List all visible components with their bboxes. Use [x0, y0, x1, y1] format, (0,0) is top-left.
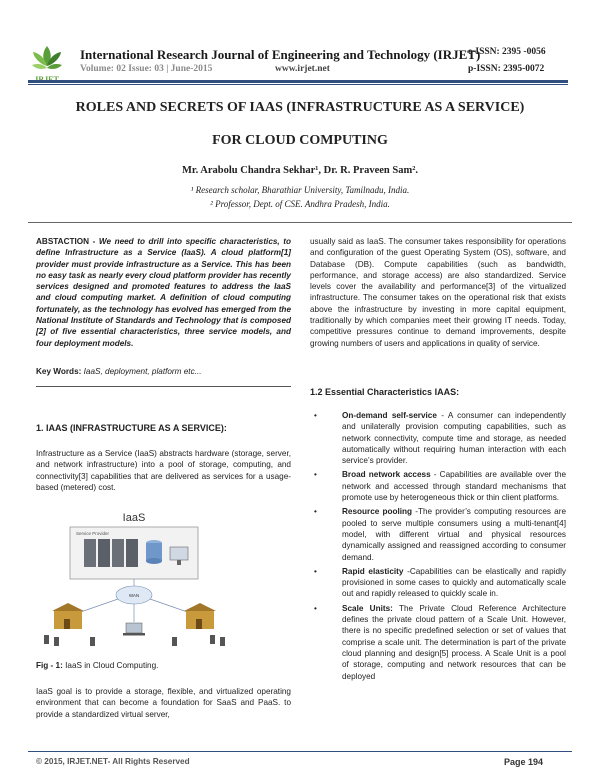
header-rule	[28, 80, 568, 83]
abstract-text: We need to drill into specific characteristics, to define Infrastructure as a Service (IaaS). A cloud platform[1] provider must provide infrastructure as a Service. This has been no easy task as nearly every cloud platform provider has recently services designed and promoted features to address the IaaS and cloud computing market. A definition of cloud computing fortunately, as the technology has evolved has emerged from the National Institute of Standards and Technology that is composed [2] of five essential characteristics, three service models, and four deployment models.	[36, 237, 291, 348]
journal-website[interactable]: www.irjet.net	[275, 64, 330, 74]
section-1-2-heading: 1.2 Essential Characteristics IAAS:	[310, 387, 460, 397]
paper-title-line1: ROLES AND SECRETS OF IAAS (INFRASTRUCTURE AS A SERVICE)	[75, 100, 525, 115]
list-item	[310, 566, 566, 600]
list-item	[310, 603, 566, 682]
characteristic-term: Rapid elasticity	[342, 566, 404, 576]
characteristic-term: On-demand self-service	[342, 411, 437, 420]
affiliation-1: ¹ Research scholar, Bharathiar University, Tamilnadu, India.	[190, 185, 410, 195]
characteristic-text: -The provider’s computing resources are pooled to serve multiple consumers using a multi-tenant[4] model, with different virtual and physical resources dynamically assigned and reassigned according to consumer demand.	[342, 507, 566, 562]
list-item	[310, 410, 566, 466]
bullet-icon: •	[314, 566, 317, 576]
abstract	[36, 236, 291, 349]
characteristic-text: -Capabilities can be elastically and rapidly provisioned in some cases to quickly and automatically scale out and rapidly released to quickly scale in.	[342, 566, 566, 599]
characteristic-text: - Capabilities are available over the network and accessed through standard mechanisms that promote use by heterogeneous thick or thin client platforms.	[342, 470, 566, 503]
characteristic-term: Resource pooling	[342, 507, 413, 517]
section-1-heading: 1. IAAS (INFRASTRUCTURE AS A SERVICE):	[36, 423, 227, 433]
characteristic-term: Scale Units:	[342, 603, 393, 613]
section-1-paragraph: Infrastructure as a Service (IaaS) abstracts hardware (storage, server, and network infrastructure) into a pool of storage, computing, and connectivity[3] capabilities that are delivered as services for a usage-based (metered) cost.	[36, 449, 291, 492]
figure-caption-label: Fig - 1:	[36, 661, 63, 670]
e-issn: e-ISSN: 2395 -0056	[468, 47, 546, 57]
keywords	[36, 366, 291, 377]
figure-caption	[36, 661, 158, 670]
iaas-continued-paragraph: usually said as IaaS. The consumer takes responsibility for operations and configuration of the guest Operating System (OS), software, and Database (DB). Compute capabilities (such as bandwidth, performance, and storage access) are also standardized. Service levels cover the availability and performance[3] of the virtualized infrastructure. The consumer takes on the operational risk that exists above the infrastructure by investing in more capital equipment, traditionally by which companies meet their growing IT needs. Today, competitive pressures continue to demand improvements, despite growing numbers of users and applications in quality of service.	[310, 237, 566, 348]
characteristic-text: - A consumer can independently and unilaterally provision computing capabilities, such as network connectivity, compute time and storage, as needed automatically without requiring human interaction with each service’s provider.	[342, 411, 566, 466]
figure-caption-text: IaaS in Cloud Computing.	[65, 661, 159, 670]
p-issn: p-ISSN: 2395-0072	[468, 64, 545, 74]
laptop-icon	[123, 623, 145, 636]
keywords-label: Key Words:	[36, 367, 82, 376]
affiliation-2: ² Professor, Dept. of CSE. Andhra Pradesh, India.	[210, 199, 390, 209]
copyright: © 2015, IRJET.NET- All Rights Reserved	[36, 757, 190, 766]
iaas-goal-paragraph: IaaS goal is to provide a storage, flexible, and virtualized operating environment that can become a foundation for SaaS and PaaS. to provide a standardized virtual server,	[36, 687, 291, 719]
bullet-icon: •	[314, 507, 317, 517]
bullet-icon: •	[314, 603, 317, 613]
page-number: Page 194	[504, 757, 544, 767]
list-item	[310, 506, 566, 562]
list-item	[310, 469, 566, 503]
authors: Mr. Arabolu Chandra Sekhar¹, Dr. R. Praveen Sam².	[182, 165, 418, 176]
paper-title-line2: FOR CLOUD COMPUTING	[212, 133, 388, 148]
iaas-figure	[36, 507, 232, 655]
keywords-text: IaaS, deployment, platform etc...	[83, 367, 202, 376]
header-rule-thin	[28, 84, 568, 85]
wan-label: WAN	[128, 593, 140, 598]
abstract-label: ABSTACTION -	[36, 237, 96, 246]
provider-label: Service Provider	[76, 531, 110, 536]
title-rule	[28, 222, 572, 223]
bullet-icon: •	[314, 411, 317, 420]
storage-disk-icon	[146, 540, 162, 564]
characteristic-term: Broad network access	[342, 470, 431, 480]
characteristics-list	[310, 410, 566, 685]
footer-rule	[28, 751, 572, 752]
figure-title: IaaS	[122, 512, 146, 524]
characteristic-text: The Private Cloud Reference Architecture defines the private cloud pattern of a Scale Unit. However, there is no specific predefined selection or set of values that comprise a scale unit. The determination is part of the private cloud planning and design[5] process. A Scale Unit is a pool of storage, computing and network resources that can be deployed	[342, 603, 566, 681]
bullet-icon: •	[314, 470, 317, 480]
volume-issue: Volume: 02 Issue: 03 | June-2015	[80, 64, 213, 74]
abstract-rule	[36, 386, 291, 387]
journal-title: International Research Journal of Engineering and Technology (IRJET)	[80, 47, 481, 62]
